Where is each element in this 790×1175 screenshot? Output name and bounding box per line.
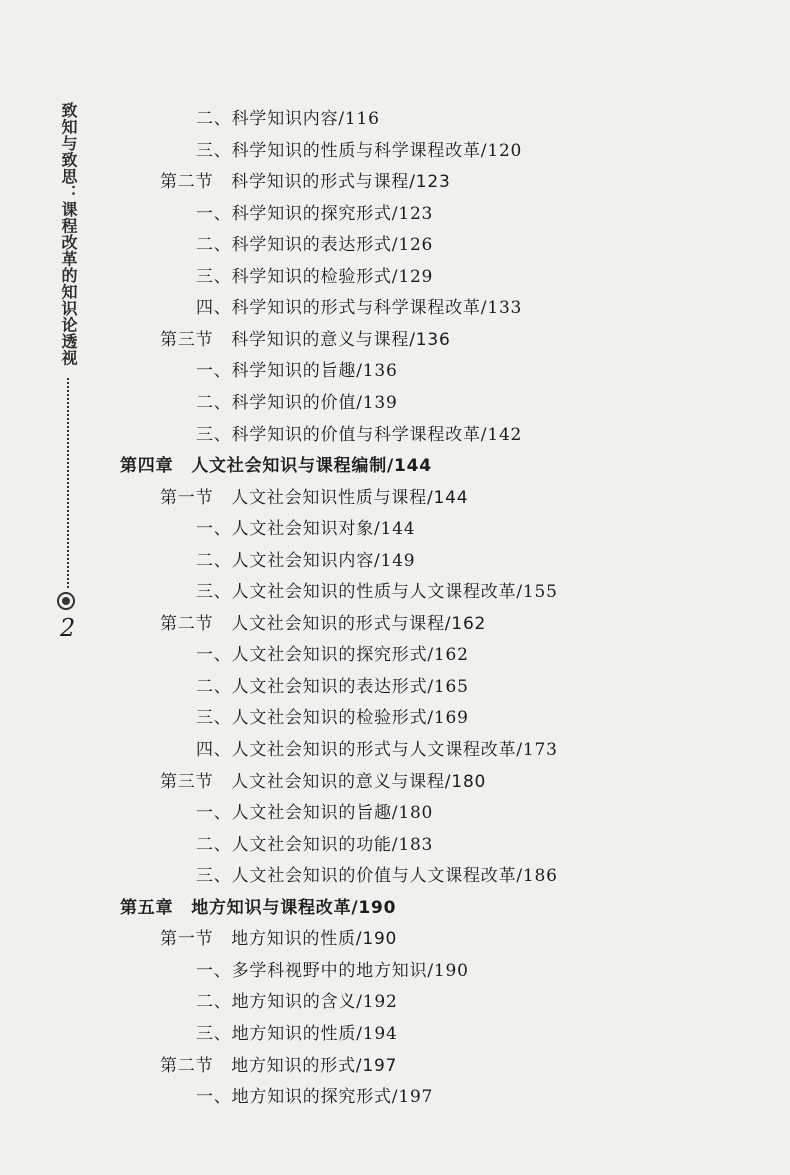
toc-item: 三、人文社会知识的价值与人文课程改革/186 — [196, 866, 558, 887]
toc-item: 四、人文社会知识的形式与人文课程改革/173 — [196, 740, 558, 760]
bullet-icon — [57, 592, 75, 610]
toc-item: 二、科学知识内容/116 — [196, 109, 380, 129]
toc-item: 二、人文社会知识内容/149 — [196, 550, 416, 571]
toc-item: 一、人文社会知识的旨趣/180 — [196, 803, 434, 824]
toc-item: 一、地方知识的探究形式/197 — [196, 1087, 434, 1108]
toc-item: 一、多学科视野中的地方知识/190 — [196, 960, 469, 981]
toc-section: 第三节 科学知识的意义与课程/136 — [160, 329, 451, 350]
toc-item: 一、人文社会知识的探究形式/162 — [196, 645, 469, 666]
toc-section: 第二节 人文社会知识的形式与课程/162 — [160, 613, 487, 634]
toc-item: 一、人文社会知识对象/144 — [196, 519, 416, 540]
toc-item: 二、地方知识的含义/192 — [196, 992, 398, 1013]
dotted-rule — [67, 378, 69, 588]
toc-item: 二、人文社会知识的表达形式/165 — [196, 676, 469, 697]
toc-chapter: 第五章 地方知识与课程改革/190 — [120, 897, 397, 918]
toc-section: 第一节 地方知识的性质/190 — [160, 929, 398, 950]
toc-item: 二、科学知识的价值/139 — [196, 392, 398, 413]
toc-chapter: 第四章 人文社会知识与课程编制/144 — [120, 456, 432, 477]
running-title: 致知与致思：课程改革的知识论透视 — [59, 102, 78, 366]
toc-item: 四、科学知识的形式与科学课程改革/133 — [196, 298, 523, 319]
toc-item: 三、科学知识的性质与科学课程改革/120 — [196, 140, 523, 161]
toc-item: 一、科学知识的探究形式/123 — [196, 203, 434, 224]
toc-section: 第二节 地方知识的形式/197 — [160, 1055, 398, 1076]
toc-item: 三、人文社会知识的性质与人文课程改革/155 — [196, 582, 558, 603]
toc-item: 二、人文社会知识的功能/183 — [196, 834, 434, 855]
toc-section: 第二节 科学知识的形式与课程/123 — [160, 172, 451, 193]
toc-item: 三、科学知识的检验形式/129 — [196, 266, 434, 287]
toc-item: 二、科学知识的表达形式/126 — [196, 235, 434, 256]
toc-item: 一、科学知识的旨趣/136 — [196, 361, 398, 382]
toc-item: 三、科学知识的价值与科学课程改革/142 — [196, 424, 523, 445]
page-number: 2 — [60, 614, 76, 642]
toc-section: 第三节 人文社会知识的意义与课程/180 — [160, 771, 487, 792]
toc-item: 三、地方知识的性质/194 — [196, 1023, 398, 1044]
toc-section: 第一节 人文社会知识性质与课程/144 — [160, 487, 469, 508]
toc-item: 三、人文社会知识的检验形式/169 — [196, 708, 469, 729]
